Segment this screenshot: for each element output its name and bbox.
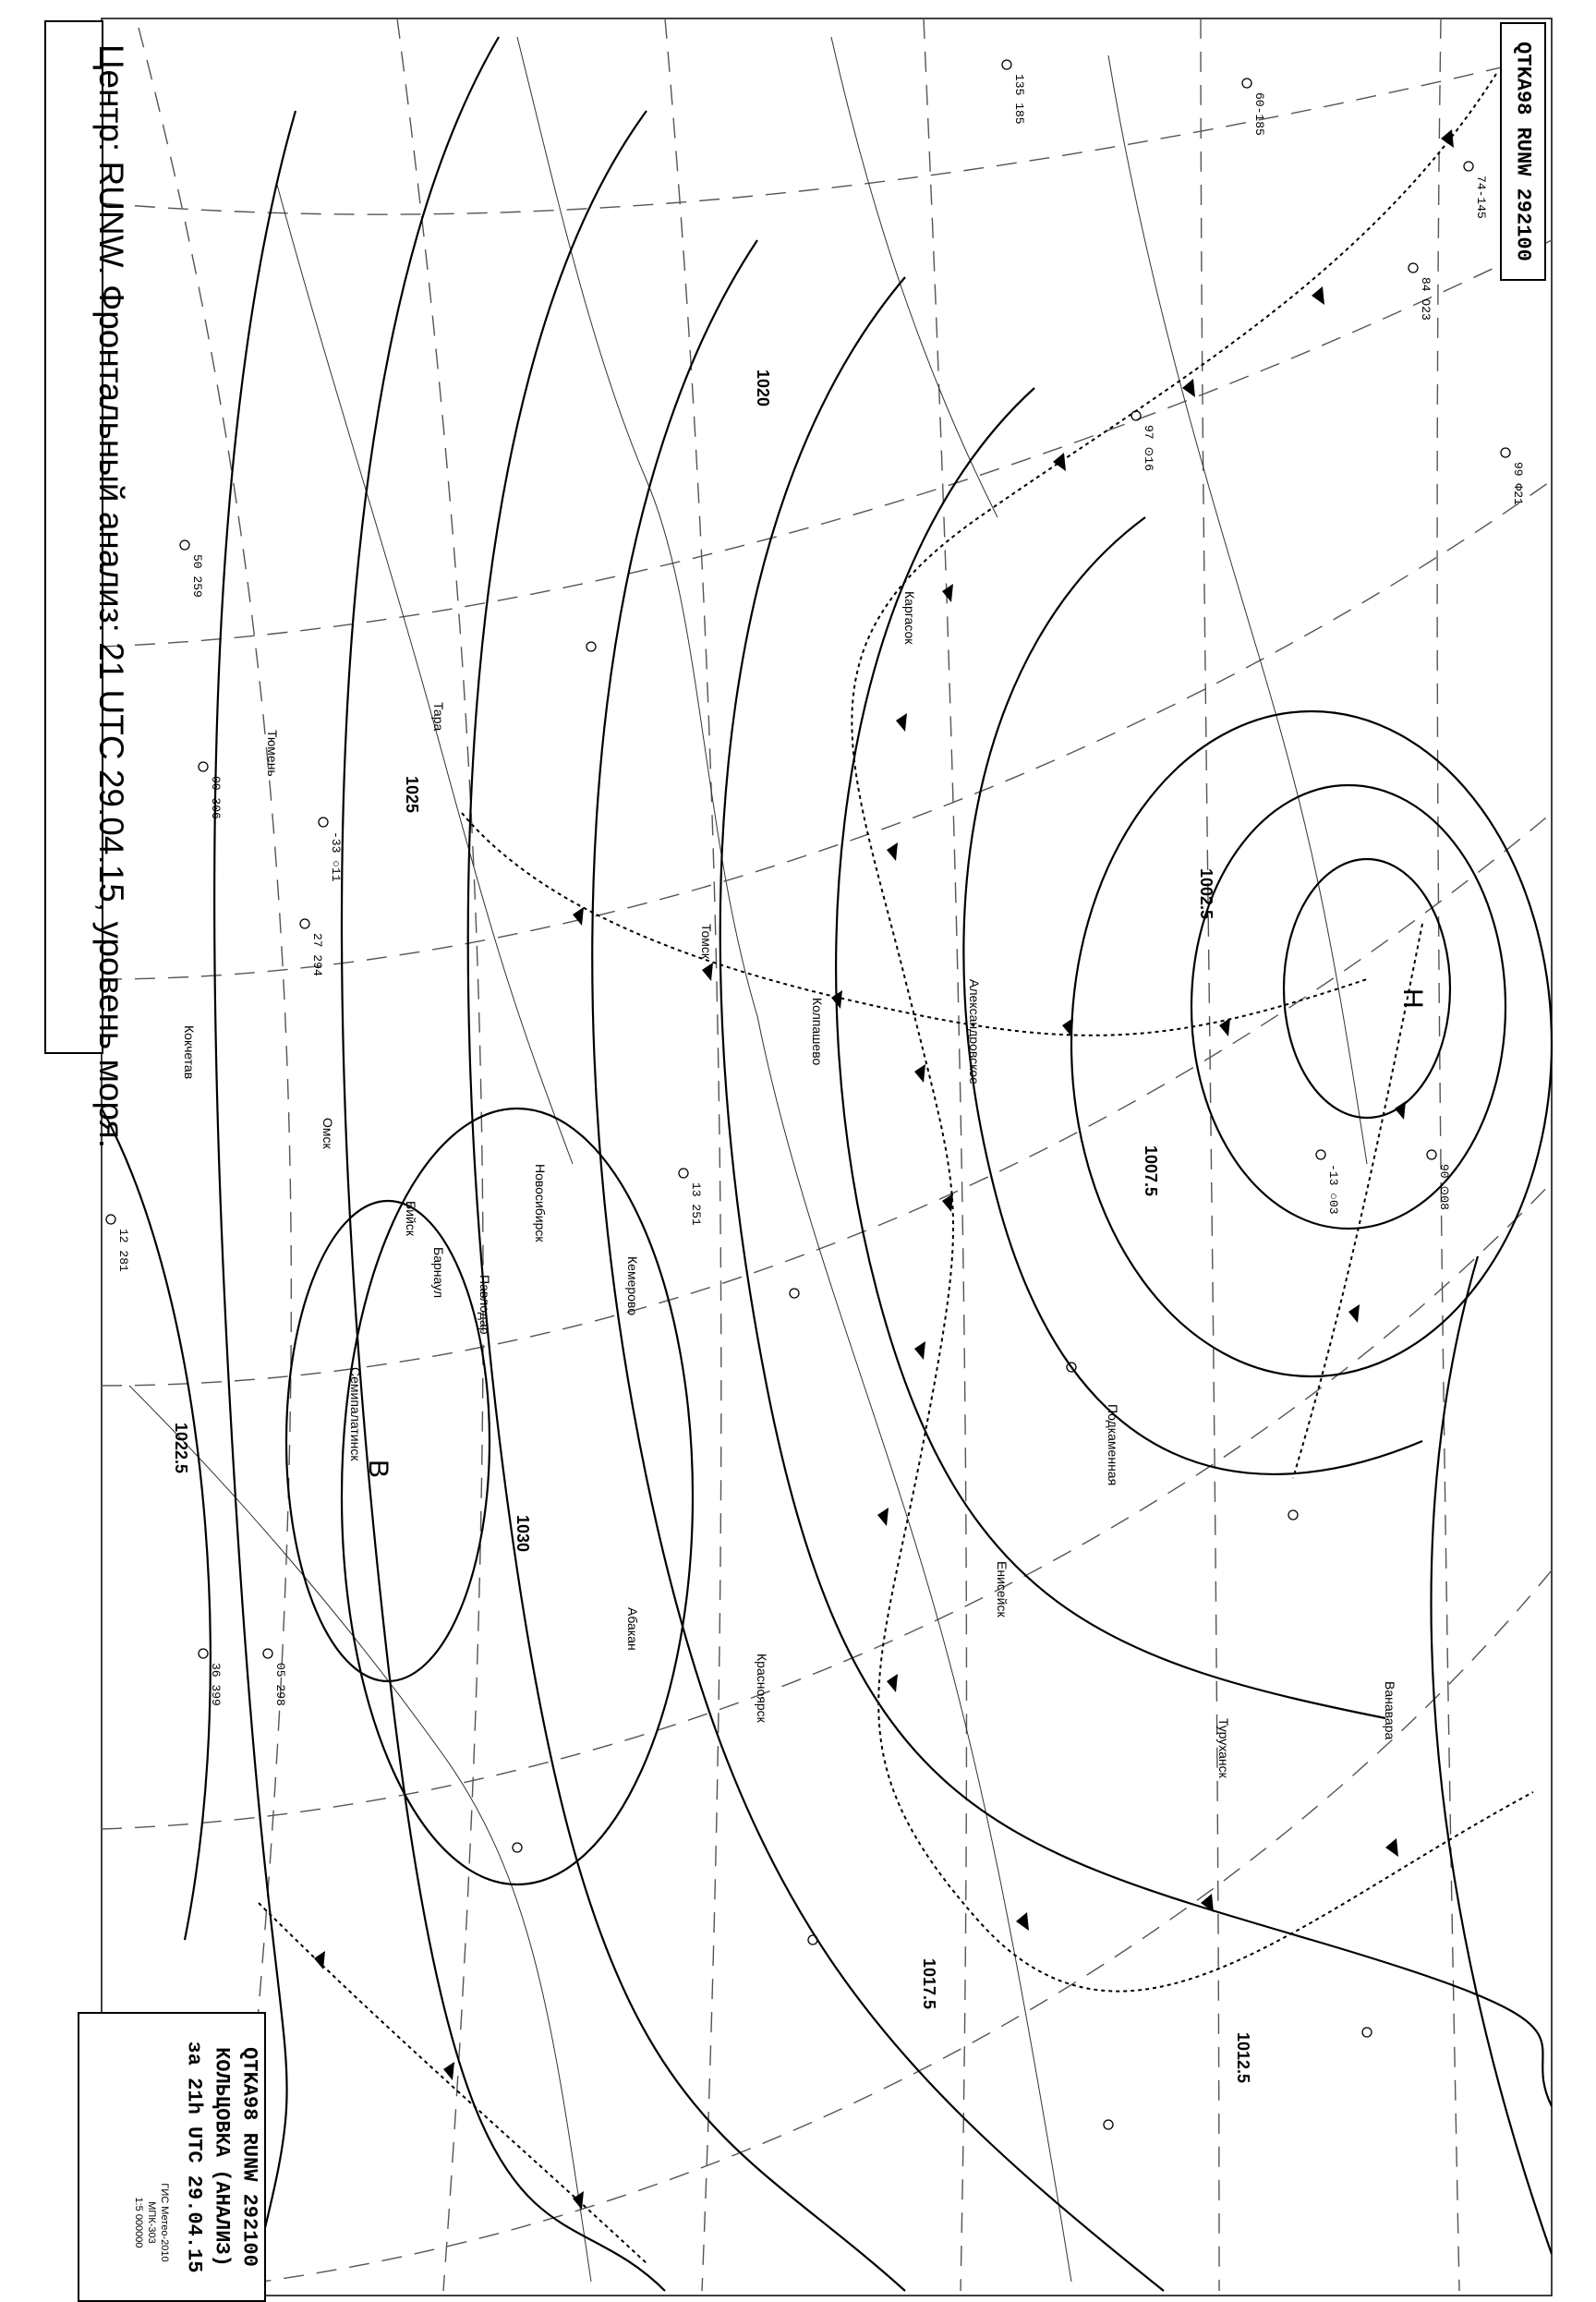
station-label: 13 251 xyxy=(689,1182,703,1226)
station-label: 27 294 xyxy=(310,933,324,976)
city-label: Омск xyxy=(320,1118,335,1149)
city-label: Кокчетав xyxy=(182,1025,197,1080)
low-center-label: Н xyxy=(1397,988,1428,1009)
stamp-line: МПК-303 xyxy=(146,2201,157,2244)
station-label: -33 ○11 xyxy=(329,831,343,882)
title-box xyxy=(44,20,130,1148)
isobar-label: 1030 xyxy=(514,1515,532,1553)
city-label: Каргасок xyxy=(902,591,917,645)
geography-lines xyxy=(129,37,1367,2282)
header-code: QTKA98 RUNW 292100 xyxy=(1511,42,1535,261)
station-label: 00 306 xyxy=(209,776,223,819)
station-markers xyxy=(106,60,1510,2129)
isobar-label: 1002.5 xyxy=(1197,868,1215,920)
city-label: Кемерово xyxy=(625,1256,640,1315)
city-label: Тюмень xyxy=(265,730,280,777)
station-label: 12 281 xyxy=(116,1229,130,1272)
isobar-label: 1020 xyxy=(754,370,772,407)
station-label: 99 Ф21 xyxy=(1511,462,1525,505)
fronts xyxy=(259,74,1533,2263)
station-label: 05 298 xyxy=(273,1663,287,1706)
city-label: Туруханск xyxy=(1216,1718,1231,1778)
city-label: Красноярск xyxy=(755,1654,769,1723)
front-symbols xyxy=(314,129,1454,2210)
isobar-label: 1007.5 xyxy=(1142,1145,1160,1197)
station-label: 60-185 xyxy=(1252,92,1266,136)
station-label: 74-145 xyxy=(1474,176,1488,219)
header-code-box xyxy=(1500,22,1546,281)
city-label: Павлодар xyxy=(478,1275,492,1335)
stamp-line: QTKA98 RUNW 292100 xyxy=(237,2047,261,2267)
isobar-label: 1025 xyxy=(403,776,421,814)
stamp-line: 1:5 000000 xyxy=(133,2197,144,2248)
city-label: Колпашево xyxy=(810,998,825,1066)
city-label: Томск xyxy=(699,924,714,959)
isobar-label: 1022.5 xyxy=(172,1423,190,1474)
city-label: Абакан xyxy=(625,1607,640,1651)
stamp-line: ГИС Метео-2010 xyxy=(159,2183,170,2262)
stamp-line: КОЛЬЦОВКА (АНАЛИЗ) xyxy=(210,2047,234,2267)
city-label: Ванавара xyxy=(1383,1681,1397,1740)
city-label: Подкаменная xyxy=(1106,1404,1120,1486)
stamp-line: за 21h UTC 29.04.15 xyxy=(182,2041,206,2273)
high-center-label: В xyxy=(363,1460,393,1479)
city-label: Семипалатинск xyxy=(348,1367,363,1461)
graticule xyxy=(102,18,1552,2291)
map-title: Центр: RUNW. Фронтальный анализ: 21 UTC 29.04.15, уровень моря. xyxy=(92,44,130,1148)
city-label: Александровское xyxy=(967,979,982,1084)
city-label: Тара xyxy=(431,702,446,732)
map-stamp xyxy=(78,2012,266,2302)
station-label: 36 399 xyxy=(209,1663,223,1706)
isobar-label: 1017.5 xyxy=(920,1958,938,2010)
city-label: Барнаул xyxy=(431,1247,446,1298)
city-label: Бийск xyxy=(404,1201,418,1236)
station-label: -13 ○03 xyxy=(1326,1164,1340,1215)
station-label: 84 O23 xyxy=(1419,277,1433,321)
city-label: Енисейск xyxy=(995,1561,1010,1617)
city-label: Новосибирск xyxy=(533,1164,548,1242)
city-labels xyxy=(182,591,1397,1779)
isobar-label: 1012.5 xyxy=(1234,2032,1252,2084)
station-label: 97 ⊙16 xyxy=(1142,425,1155,471)
station-label: 50 259 xyxy=(190,554,204,598)
station-label: 135 185 xyxy=(1012,74,1026,125)
station-label: 90 ⊙08 xyxy=(1437,1164,1451,1210)
